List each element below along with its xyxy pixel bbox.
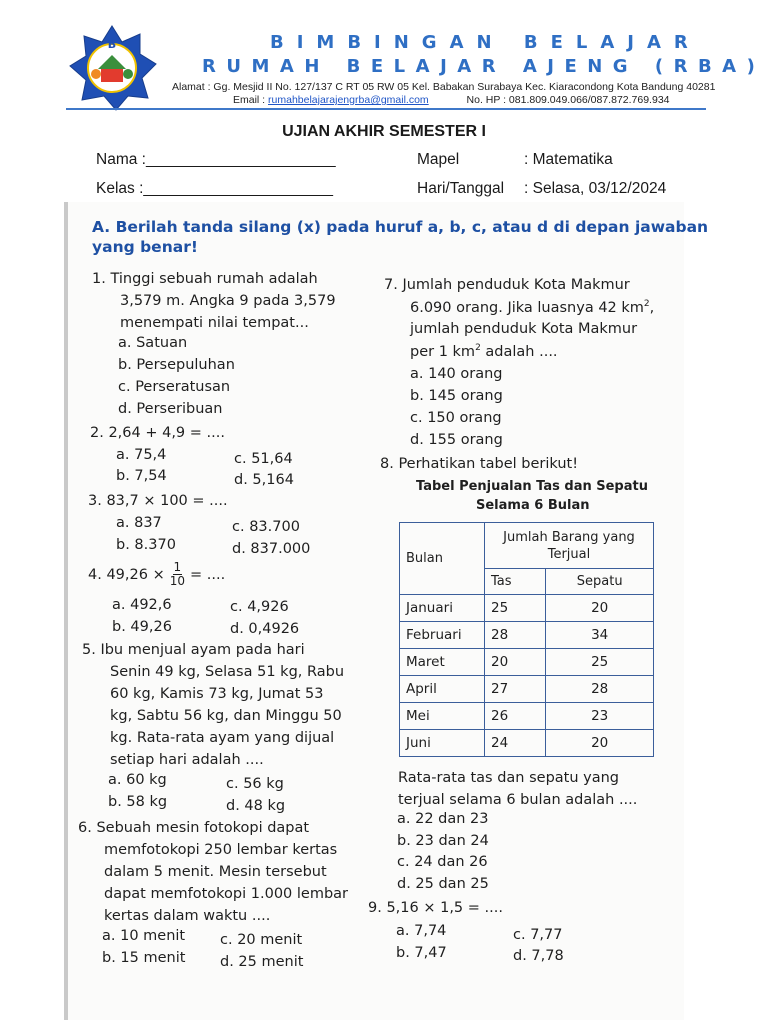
question-7-line-1: 7. Jumlah penduduk Kota Makmur: [384, 277, 630, 293]
bag-cell: 24: [485, 730, 546, 757]
bag-cell: 27: [485, 676, 546, 703]
q8-option-c[interactable]: c. 24 dan 26: [397, 854, 488, 870]
month-cell: Januari: [400, 595, 485, 622]
q6-option-a[interactable]: a. 10 menit: [102, 928, 186, 944]
question-5-line-5: kg. Rata-rata ayam yang dijual: [110, 730, 335, 746]
question-6-line-5: kertas dalam waktu ....: [104, 908, 271, 924]
q1-option-c[interactable]: c. Perseratusan: [118, 379, 231, 395]
shoe-cell: 20: [546, 595, 654, 622]
q9-option-b[interactable]: b. 7,47: [396, 945, 447, 961]
month-cell: Maret: [400, 649, 485, 676]
q9-option-a[interactable]: a. 7,74: [396, 923, 447, 939]
shoe-cell: 28: [546, 676, 654, 703]
q5-option-c[interactable]: c. 56 kg: [226, 776, 284, 792]
question-8-ask-line-2: terjual selama 6 bulan adalah ....: [398, 792, 638, 808]
table-row: [400, 730, 654, 757]
q4-option-a[interactable]: a. 492,6: [112, 597, 172, 613]
q7-option-b[interactable]: b. 145 orang: [410, 388, 503, 404]
question-6-line-3: dalam 5 menit. Mesin tersebut: [104, 864, 327, 880]
question-8: 8. Perhatikan tabel berikut!: [380, 456, 579, 472]
q9-option-c[interactable]: c. 7,77: [513, 927, 563, 943]
letterhead-title-1: BIMBINGAN BELAJAR: [270, 32, 701, 53]
subject-value: : Matematika: [524, 151, 613, 168]
table-row: [400, 595, 654, 622]
q3-option-a[interactable]: a. 837: [116, 515, 162, 531]
q1-option-a[interactable]: a. Satuan: [118, 335, 188, 351]
table-row: [400, 703, 654, 730]
svg-text:B: B: [107, 38, 117, 51]
section-a-instruction: A. Berilah tanda silang (x) pada huruf a, b, c, atau d di depan jawaban yang benar!: [92, 218, 709, 256]
q3-option-c[interactable]: c. 83.700: [232, 519, 300, 535]
question-5-line-4: kg, Sabtu 56 kg, dan Minggu 50: [110, 708, 342, 724]
q2-option-a[interactable]: a. 75,4: [116, 447, 167, 463]
q3-option-b[interactable]: b. 8.370: [116, 537, 176, 553]
question-7-line-2: 6.090 orang. Jika luasnya 42 $km^2$,: [410, 299, 655, 316]
letterhead-address: Alamat : Gg. Mesjid II No. 127/137 C RT 05 RW 05 Kel. Babakan Surabaya Kec. Kiaracondong Kota Bandung 40281: [172, 81, 716, 93]
q8-option-b[interactable]: b. 23 dan 24: [397, 833, 489, 849]
header-month: Bulan: [400, 523, 485, 595]
question-9: 9. 5,16 × 1,5 = ....: [368, 900, 503, 916]
rba-logo: [66, 24, 158, 112]
month-cell: Juni: [400, 730, 485, 757]
question-1-line-1: 1. Tinggi sebuah rumah adalah: [92, 271, 318, 287]
shoe-cell: 25: [546, 649, 654, 676]
q4-option-d[interactable]: d. 0,4926: [230, 621, 300, 637]
question-2: 2. 2,64 + 4,9 = ....: [90, 425, 225, 441]
exam-title: UJIAN AKHIR SEMESTER I: [282, 123, 486, 140]
header-items-sold: Jumlah Barang yang Terjual: [485, 523, 654, 569]
q2-option-c[interactable]: c. 51,64: [234, 451, 293, 467]
question-1-line-2: 3,579 m. Angka 9 pada 3,579: [120, 293, 336, 309]
question-6-line-4: dapat memfotokopi 1.000 lembar: [104, 886, 349, 902]
sales-table: [399, 522, 654, 757]
bag-cell: 25: [485, 595, 546, 622]
q1-option-d[interactable]: d. Perseribuan: [118, 401, 223, 417]
bag-cell: 26: [485, 703, 546, 730]
letterhead-title-2: RUMAH BELAJAR AJENG (RBA): [202, 56, 766, 77]
question-6-line-2: memfotokopi 250 lembar kertas: [104, 842, 338, 858]
bag-cell: 20: [485, 649, 546, 676]
q2-option-b[interactable]: b. 7,54: [116, 468, 167, 484]
class-field[interactable]: Kelas :______________________: [96, 180, 334, 197]
date-label: Hari/Tanggal: [417, 180, 505, 197]
bag-cell: 28: [485, 622, 546, 649]
q9-option-d[interactable]: d. 7,78: [513, 948, 564, 964]
q4-option-c[interactable]: c. 4,926: [230, 599, 289, 615]
letterhead-rule: [66, 108, 706, 110]
q3-option-d[interactable]: d. 837.000: [232, 541, 311, 557]
email-label: Email :: [233, 94, 266, 106]
question-7-line-3: jumlah penduduk Kota Makmur: [410, 321, 638, 337]
q7-option-c[interactable]: c. 150 orang: [410, 410, 502, 426]
q7-option-a[interactable]: a. 140 orang: [410, 366, 503, 382]
q6-option-c[interactable]: c. 20 menit: [220, 932, 303, 948]
question-7-line-4: per 1 $km^2$ adalah ....: [410, 343, 558, 360]
q5-option-d[interactable]: d. 48 kg: [226, 798, 286, 814]
month-cell: Mei: [400, 703, 485, 730]
q7-option-d[interactable]: d. 155 orang: [410, 432, 503, 448]
question-5-line-2: Senin 49 kg, Selasa 51 kg, Rabu: [110, 664, 345, 680]
shoe-cell: 23: [546, 703, 654, 730]
phone-number: No. HP : 081.809.049.066/087.872.769.934: [466, 94, 670, 106]
shoe-cell: 20: [546, 730, 654, 757]
header-shoe: Sepatu: [546, 569, 654, 595]
question-5-line-1: 5. Ibu menjual ayam pada hari: [82, 642, 305, 658]
q6-option-b[interactable]: b. 15 menit: [102, 950, 186, 966]
q6-option-d[interactable]: d. 25 menit: [220, 954, 304, 970]
question-1-line-3: menempati nilai tempat...: [120, 315, 309, 331]
header-bag: Tas: [485, 569, 546, 595]
shoe-cell: 34: [546, 622, 654, 649]
letterhead-contact: [233, 94, 670, 106]
fraction-one-tenth: $\frac{1}{10}$: [169, 560, 185, 588]
question-5-line-3: 60 kg, Kamis 73 kg, Jumat 53: [110, 686, 324, 702]
table-title-line-2: Selama 6 Bulan: [476, 498, 590, 513]
question-6-line-1: 6. Sebuah mesin fotokopi dapat: [78, 820, 310, 836]
month-cell: Februari: [400, 622, 485, 649]
date-value: : Selasa, 03/12/2024: [524, 180, 667, 197]
q5-option-b[interactable]: b. 58 kg: [108, 794, 168, 810]
q8-option-a[interactable]: a. 22 dan 23: [397, 811, 489, 827]
question-8-ask-line-1: Rata-rata tas dan sepatu yang: [398, 770, 620, 786]
q8-option-d[interactable]: d. 25 dan 25: [397, 876, 489, 892]
name-field[interactable]: Nama :______________________: [96, 151, 336, 168]
question-3: 3. 83,7 × 100 = ....: [88, 493, 228, 509]
table-row: [400, 676, 654, 703]
q4-option-b[interactable]: b. 49,26: [112, 619, 172, 635]
question-4: 4. 49,26 × $\frac{1}{10}$ = ....: [88, 560, 226, 588]
table-title-line-1: Tabel Penjualan Tas dan Sepatu: [416, 479, 648, 494]
q5-option-a[interactable]: a. 60 kg: [108, 772, 167, 788]
q2-option-d[interactable]: d. 5,164: [234, 472, 294, 488]
email-link[interactable]: rumahbelajarajengrba@gmail.com: [268, 94, 429, 106]
table-row: [400, 622, 654, 649]
subject-label: Mapel: [417, 151, 460, 168]
q1-option-b[interactable]: b. Persepuluhan: [118, 357, 235, 373]
month-cell: April: [400, 676, 485, 703]
question-5-line-6: setiap hari adalah ....: [110, 752, 264, 768]
sheet-edge: [64, 202, 68, 1020]
table-row: [400, 649, 654, 676]
